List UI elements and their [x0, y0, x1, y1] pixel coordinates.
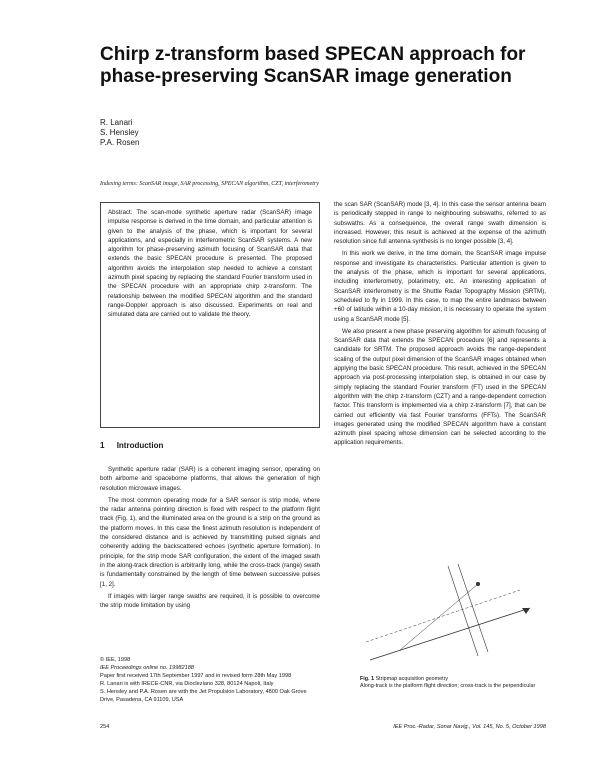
title-line-2: phase-preserving ScanSAR image generation — [100, 66, 512, 87]
swath-edge-line — [458, 564, 488, 652]
paragraph: If images with larger range swaths are required, it is possible to overcome the strip mode limitation by using — [100, 592, 320, 610]
figure-caption-text: Along-track is the platform flight direction; cross-track is the perpendicular — [360, 683, 536, 689]
section-title: Introduction — [116, 441, 164, 450]
footnotes — [100, 656, 320, 704]
journal-note: IEE Proceedings online no. 19982188 — [100, 665, 194, 671]
section-number: 1 — [100, 441, 105, 450]
figure-caption — [360, 676, 550, 690]
left-column-body — [100, 465, 320, 613]
paragraph: the scan SAR (ScanSAR) mode [3, 4]. In this case the sensor antenna beam is periodically stepped in range to neighbouring subswaths, referred to as subswaths. As a consequence, the overall range swath dimension is increased. However, this result is achieved at the expense of the azimuth resolution since full antenna synthesis is no longer possible [3, 4]. — [334, 201, 546, 246]
paragraph: Synthetic aperture radar (SAR) is a coherent imaging sensor, operating on both airborne and spaceborne platforms, that allows the generation of high resolution microwave images. — [100, 466, 320, 492]
figure-1-diagram — [360, 560, 540, 672]
paper-title — [100, 44, 540, 88]
affiliation-note: R. Lanari is with IRECE-CNR, via Diocleziano 328, 80124 Napoli, Italy — [100, 681, 274, 687]
beam-line — [400, 584, 478, 650]
abstract-box — [100, 202, 320, 428]
copyright-note: © IEE, 1998 — [100, 657, 131, 663]
figure-label: Fig. 1 — [360, 676, 375, 682]
title-line-1: Chirp z-transform based SPECAN approach for — [100, 44, 526, 65]
right-column-body — [334, 200, 546, 451]
flight-track-line — [370, 608, 530, 660]
section-heading — [100, 441, 173, 450]
paragraph: We also present a new phase preserving algorithm for azimuth focusing of ScanSAR data that extends the SPECAN procedure [6] and represents a candidate for SRTM. The proposed approach avoids the range-dependent scaling of the output pixel dimension of the ScanSAR images obtained when applying the basic SPECAN procedure. This result, achieved in the SPECAN approach via post-processing interpolation step, is obtained in our case by simply replacing the standard Fourier transform (FT) used in the SPECAN algorithm with the chirp z-transform (CZT) and a range-dependent correction factor. This transform is implemented via a chirp z-transform [7], that can be carried out efficiently via fast Fourier transforms (FFTs). The ScanSAR images generated using the modified SPECAN algorithm have a constant azimuth pixel spacing whose dimension can be selected according to the application requirements. — [334, 327, 546, 447]
journal-citation: IEE Proc.-Radar, Sonar Navig., Vol. 145, No. 5, October 1998 — [393, 724, 546, 730]
keywords: Indexing terms: ScanSAR image, SAR processing, SPECAN algorithm, CZT, interferometry — [100, 181, 319, 187]
platform-marker — [476, 582, 480, 586]
author: P.A. Rosen — [100, 138, 140, 147]
direction-arrow-icon — [522, 608, 530, 614]
page-number: 254 — [100, 724, 110, 730]
flight-track-line — [366, 590, 520, 642]
author: R. Lanari — [100, 118, 133, 127]
figure-caption-title: Stripmap acquisition geometry — [375, 676, 449, 682]
affiliation-note: S. Hensley and P.A. Rosen are with the Jet Propulsion Laboratory, 4800 Oak Grove Drive, Pasadena, CA 91109, USA — [100, 689, 307, 703]
author: S. Hensley — [100, 128, 139, 137]
author-list — [100, 118, 139, 148]
abstract-text: Abstract: The scan-mode synthetic aperture radar (ScanSAR) image impulse response is derived in the time domain, and particular attention is given to the analysis of the phase, which is important for several applications, and especially in interferometric ScanSAR systems. A new algorithm for phase-preserving azimuth focusing of ScanSAR data that extends the basic SPECAN procedure is presented. The proposed algorithm avoids the interpolation step needed to achieve a constant azimuth pixel spacing by replacing the standard Fourier transform used in the SPECAN procedure with an appropriate chirp z-transform. The relationship between the modified SPECAN algorithm and the standard range-Doppler approach is also discussed. Experiments on real and simulated data are carried out to validate the theory. — [108, 209, 312, 319]
paragraph: The most common operating mode for a SAR sensor is strip mode, where the radar antenna pointing direction is fixed with respect to the platform flight track (Fig. 1), and the illuminated area on the ground is a strip on the ground as the platform moves. In this case the finest azimuth resolution is independent of the considered distance and is achieved by transmitting pulsed signals and coherently adding the backscattered echoes (synthetic aperture formation). In principle, for the strip mode SAR configuration, the extent of the imaged swath in the along-track direction is arbitrarily long, while the cross-track (range) swath is fundamentally constrained by the length of time between successive pulses [1, 2]. — [100, 496, 320, 588]
received-note: Paper first received 17th September 1997 and in revised form 28th May 1998 — [100, 673, 292, 679]
paragraph: In this work we derive, in the time domain, the ScanSAR image impulse response and investigate its characteristics. Particular attention is given to the analysis of the phase, which is important for several applications, including interferometry, polarimetry, etc. An interesting application of ScanSAR interferometry is the Shuttle Radar Topography Mission (SRTM), scheduled to fly in 1999. In this case, to map the entire landmass between +60 of latitude within a 10-day mission, it is necessary to operate the system using a ScanSAR mode [5]. — [334, 250, 546, 323]
